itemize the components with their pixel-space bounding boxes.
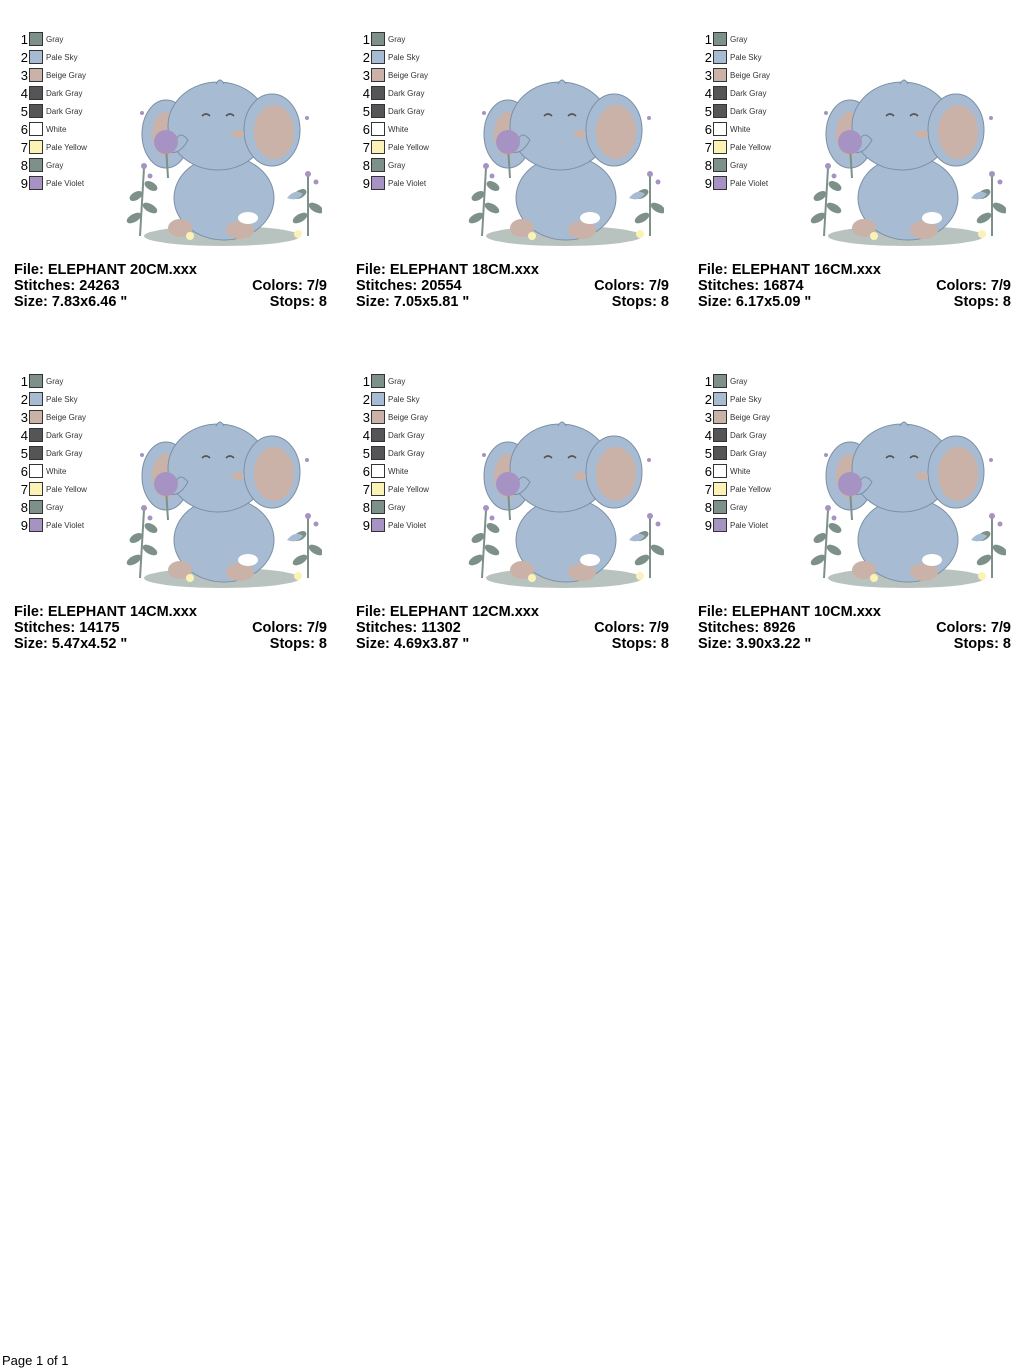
palette-color-name: Gray (730, 376, 748, 386)
color-palette (704, 30, 771, 192)
palette-entry (362, 102, 429, 120)
palette-color-name: Pale Violet (388, 520, 427, 530)
palette-entry (362, 174, 429, 192)
palette-swatch (29, 464, 43, 478)
palette-entry (20, 462, 87, 480)
stop-count: Stops: 8 (953, 294, 1011, 310)
palette-swatch (371, 50, 385, 64)
palette-number: 1 (362, 373, 370, 389)
palette-entry (20, 66, 87, 84)
palette-swatch (713, 410, 727, 424)
palette-entry (20, 120, 87, 138)
file-name: File: ELEPHANT 10CM.xxx (698, 604, 881, 620)
palette-color-name: Pale Sky (46, 394, 78, 404)
palette-swatch (371, 32, 385, 46)
right-plant (634, 176, 664, 236)
right-plant (976, 176, 1006, 236)
palette-entry (704, 84, 771, 102)
color-count: Colors: 7/9 (252, 278, 327, 294)
elephant-design-preview (122, 58, 322, 248)
right-plant (976, 518, 1006, 578)
palette-color-name: Dark Gray (388, 430, 425, 440)
palette-swatch (29, 140, 43, 154)
elephant-body (142, 80, 300, 240)
palette-number: 8 (20, 499, 28, 515)
palette-number: 5 (704, 103, 712, 119)
palette-number: 8 (704, 157, 712, 173)
right-plant (634, 518, 664, 578)
palette-number: 9 (20, 517, 28, 533)
palette-color-name: White (730, 466, 751, 476)
palette-swatch (371, 176, 385, 190)
palette-entry (20, 102, 87, 120)
palette-swatch (29, 410, 43, 424)
palette-swatch (713, 392, 727, 406)
palette-number: 2 (20, 391, 28, 407)
file-name: File: ELEPHANT 18CM.xxx (356, 262, 539, 278)
palette-swatch (371, 86, 385, 100)
palette-entry (704, 426, 771, 444)
palette-number: 3 (20, 409, 28, 425)
palette-number: 1 (704, 31, 712, 47)
color-palette (20, 372, 87, 534)
palette-color-name: Dark Gray (730, 106, 767, 116)
palette-color-name: Pale Violet (46, 178, 85, 188)
palette-swatch (713, 464, 727, 478)
palette-color-name: Pale Violet (730, 520, 769, 530)
design-info (14, 262, 327, 310)
left-plant (468, 510, 499, 578)
palette-number: 9 (362, 175, 370, 191)
palette-swatch (29, 518, 43, 532)
palette-color-name: Dark Gray (46, 88, 83, 98)
palette-number: 2 (362, 49, 370, 65)
palette-entry (20, 408, 87, 426)
palette-entry (20, 48, 87, 66)
palette-swatch (713, 446, 727, 460)
palette-color-name: Gray (46, 34, 64, 44)
palette-swatch (29, 500, 43, 514)
palette-swatch (371, 104, 385, 118)
palette-color-name: Gray (388, 502, 406, 512)
palette-color-name: Pale Violet (388, 178, 427, 188)
color-count: Colors: 7/9 (594, 620, 669, 636)
palette-swatch (29, 428, 43, 442)
palette-color-name: White (388, 466, 409, 476)
file-name: File: ELEPHANT 20CM.xxx (14, 262, 197, 278)
palette-color-name: Dark Gray (730, 88, 767, 98)
stitch-count: Stitches: 14175 (14, 620, 120, 636)
palette-entry (362, 390, 429, 408)
palette-number: 9 (20, 175, 28, 191)
palette-swatch (29, 374, 43, 388)
stitch-count: Stitches: 20554 (356, 278, 462, 294)
design-info (698, 262, 1011, 310)
stitch-count: Stitches: 11302 (356, 620, 461, 636)
palette-number: 3 (362, 67, 370, 83)
palette-number: 7 (362, 139, 370, 155)
palette-number: 1 (20, 373, 28, 389)
palette-color-name: Gray (730, 160, 748, 170)
palette-number: 5 (20, 103, 28, 119)
palette-swatch (371, 482, 385, 496)
elephant-design-preview (806, 400, 1006, 590)
design-size: Size: 7.83x6.46 " (14, 294, 128, 310)
palette-color-name: Dark Gray (46, 106, 83, 116)
stop-count: Stops: 8 (953, 636, 1011, 652)
palette-swatch (371, 140, 385, 154)
design-size: Size: 4.69x3.87 " (356, 636, 470, 652)
design-size: Size: 5.47x4.52 " (14, 636, 128, 652)
palette-swatch (713, 500, 727, 514)
palette-number: 7 (20, 481, 28, 497)
palette-number: 6 (362, 121, 370, 137)
palette-color-name: Pale Yellow (730, 484, 771, 494)
palette-number: 5 (362, 103, 370, 119)
elephant-body (484, 422, 642, 582)
palette-entry (362, 138, 429, 156)
palette-swatch (371, 410, 385, 424)
palette-number: 8 (704, 499, 712, 515)
palette-swatch (371, 374, 385, 388)
palette-number: 7 (20, 139, 28, 155)
palette-color-name: Dark Gray (388, 106, 425, 116)
color-palette (20, 30, 87, 192)
palette-swatch (371, 428, 385, 442)
palette-number: 1 (362, 31, 370, 47)
palette-entry (20, 480, 87, 498)
palette-number: 6 (362, 463, 370, 479)
color-palette (704, 372, 771, 534)
palette-color-name: Beige Gray (388, 70, 429, 80)
palette-swatch (29, 50, 43, 64)
palette-swatch (713, 140, 727, 154)
palette-color-name: White (46, 466, 67, 476)
palette-color-name: Gray (388, 34, 406, 44)
palette-number: 9 (704, 175, 712, 191)
palette-color-name: Beige Gray (730, 412, 771, 422)
palette-number: 4 (704, 85, 712, 101)
elephant-design-preview (122, 400, 322, 590)
palette-swatch (371, 464, 385, 478)
left-plant (810, 168, 841, 236)
palette-entry (362, 372, 429, 390)
palette-entry (362, 30, 429, 48)
palette-entry (20, 30, 87, 48)
palette-color-name: White (730, 124, 751, 134)
palette-entry (704, 30, 771, 48)
palette-swatch (29, 392, 43, 406)
page-number: Page 1 of 1 (2, 1353, 69, 1368)
design-card (698, 22, 1018, 312)
design-size: Size: 6.17x5.09 " (698, 294, 812, 310)
palette-entry (704, 516, 771, 534)
left-plant (468, 168, 499, 236)
palette-entry (704, 48, 771, 66)
palette-entry (20, 174, 87, 192)
palette-color-name: Beige Gray (46, 70, 87, 80)
file-name: File: ELEPHANT 14CM.xxx (14, 604, 197, 620)
design-card (698, 364, 1018, 654)
palette-entry (362, 480, 429, 498)
left-plant (810, 510, 841, 578)
palette-number: 7 (362, 481, 370, 497)
palette-number: 3 (362, 409, 370, 425)
file-name: File: ELEPHANT 12CM.xxx (356, 604, 539, 620)
palette-color-name: Pale Sky (730, 52, 762, 62)
palette-swatch (29, 122, 43, 136)
palette-color-name: Gray (730, 502, 748, 512)
palette-entry (704, 462, 771, 480)
design-size: Size: 3.90x3.22 " (698, 636, 812, 652)
palette-entry (362, 498, 429, 516)
palette-color-name: Pale Yellow (46, 484, 87, 494)
color-count: Colors: 7/9 (936, 620, 1011, 636)
palette-color-name: Beige Gray (388, 412, 429, 422)
palette-color-name: Dark Gray (388, 448, 425, 458)
palette-color-name: Gray (46, 502, 64, 512)
palette-entry (20, 516, 87, 534)
palette-swatch (713, 428, 727, 442)
palette-number: 1 (20, 31, 28, 47)
palette-entry (20, 138, 87, 156)
palette-color-name: Pale Yellow (388, 484, 429, 494)
palette-color-name: Pale Sky (46, 52, 78, 62)
stitch-count: Stitches: 24263 (14, 278, 120, 294)
palette-color-name: Pale Violet (46, 520, 85, 530)
palette-entry (704, 408, 771, 426)
color-count: Colors: 7/9 (594, 278, 669, 294)
palette-swatch (29, 446, 43, 460)
stop-count: Stops: 8 (269, 294, 327, 310)
palette-color-name: Gray (388, 160, 406, 170)
palette-number: 6 (20, 121, 28, 137)
palette-swatch (713, 518, 727, 532)
palette-color-name: Gray (730, 34, 748, 44)
file-name: File: ELEPHANT 16CM.xxx (698, 262, 881, 278)
palette-color-name: Pale Violet (730, 178, 769, 188)
palette-swatch (713, 104, 727, 118)
design-size: Size: 7.05x5.81 " (356, 294, 470, 310)
palette-swatch (371, 446, 385, 460)
stitch-count: Stitches: 8926 (698, 620, 796, 636)
palette-entry (362, 444, 429, 462)
stop-count: Stops: 8 (611, 636, 669, 652)
palette-entry (20, 498, 87, 516)
palette-swatch (713, 50, 727, 64)
palette-number: 2 (20, 49, 28, 65)
palette-number: 7 (704, 481, 712, 497)
design-info (356, 604, 669, 652)
elephant-design-preview (464, 400, 664, 590)
palette-swatch (29, 482, 43, 496)
elephant-design-preview (464, 58, 664, 248)
palette-entry (704, 480, 771, 498)
left-plant (126, 510, 157, 578)
palette-color-name: Gray (46, 160, 64, 170)
palette-number: 3 (20, 67, 28, 83)
palette-entry (704, 120, 771, 138)
palette-color-name: Gray (46, 376, 64, 386)
color-count: Colors: 7/9 (252, 620, 327, 636)
palette-swatch (371, 158, 385, 172)
palette-entry (704, 498, 771, 516)
palette-entry (362, 84, 429, 102)
palette-entry (20, 156, 87, 174)
palette-color-name: Dark Gray (730, 448, 767, 458)
palette-number: 6 (704, 463, 712, 479)
palette-swatch (713, 176, 727, 190)
elephant-body (826, 80, 984, 240)
palette-swatch (713, 32, 727, 46)
palette-color-name: Pale Yellow (388, 142, 429, 152)
palette-swatch (371, 500, 385, 514)
palette-number: 7 (704, 139, 712, 155)
elephant-design-preview (806, 58, 1006, 248)
palette-entry (362, 426, 429, 444)
palette-number: 4 (20, 85, 28, 101)
palette-number: 1 (704, 373, 712, 389)
palette-number: 8 (362, 157, 370, 173)
palette-swatch (713, 158, 727, 172)
palette-swatch (29, 104, 43, 118)
stop-count: Stops: 8 (611, 294, 669, 310)
palette-number: 9 (362, 517, 370, 533)
palette-swatch (371, 392, 385, 406)
palette-number: 3 (704, 409, 712, 425)
design-info (356, 262, 669, 310)
palette-color-name: Pale Sky (388, 394, 420, 404)
palette-number: 9 (704, 517, 712, 533)
palette-entry (20, 390, 87, 408)
palette-swatch (713, 122, 727, 136)
palette-color-name: Pale Yellow (730, 142, 771, 152)
palette-entry (362, 120, 429, 138)
palette-swatch (713, 68, 727, 82)
palette-swatch (713, 482, 727, 496)
palette-color-name: Pale Yellow (46, 142, 87, 152)
color-palette (362, 30, 429, 192)
palette-entry (362, 516, 429, 534)
palette-entry (704, 372, 771, 390)
palette-number: 2 (362, 391, 370, 407)
palette-color-name: Gray (388, 376, 406, 386)
palette-entry (704, 174, 771, 192)
design-info (698, 604, 1011, 652)
palette-number: 5 (704, 445, 712, 461)
palette-swatch (713, 374, 727, 388)
palette-entry (704, 66, 771, 84)
palette-color-name: Pale Sky (388, 52, 420, 62)
palette-entry (362, 48, 429, 66)
palette-color-name: Dark Gray (46, 430, 83, 440)
palette-number: 4 (362, 427, 370, 443)
design-card (14, 22, 334, 312)
palette-swatch (29, 158, 43, 172)
right-plant (292, 518, 322, 578)
palette-color-name: Dark Gray (730, 430, 767, 440)
design-info (14, 604, 327, 652)
palette-entry (362, 408, 429, 426)
palette-entry (362, 156, 429, 174)
palette-entry (20, 84, 87, 102)
palette-number: 8 (20, 157, 28, 173)
palette-entry (704, 390, 771, 408)
right-plant (292, 176, 322, 236)
palette-entry (362, 66, 429, 84)
palette-number: 6 (704, 121, 712, 137)
palette-entry (362, 462, 429, 480)
palette-swatch (29, 86, 43, 100)
palette-swatch (371, 518, 385, 532)
palette-swatch (29, 32, 43, 46)
left-plant (126, 168, 157, 236)
elephant-body (142, 422, 300, 582)
palette-number: 5 (362, 445, 370, 461)
palette-color-name: White (388, 124, 409, 134)
design-card (356, 22, 676, 312)
palette-number: 8 (362, 499, 370, 515)
stop-count: Stops: 8 (269, 636, 327, 652)
palette-number: 4 (20, 427, 28, 443)
palette-swatch (371, 122, 385, 136)
palette-swatch (713, 86, 727, 100)
palette-color-name: Dark Gray (46, 448, 83, 458)
palette-number: 3 (704, 67, 712, 83)
palette-color-name: Beige Gray (730, 70, 771, 80)
palette-entry (20, 372, 87, 390)
palette-number: 2 (704, 391, 712, 407)
color-count: Colors: 7/9 (936, 278, 1011, 294)
palette-number: 4 (704, 427, 712, 443)
palette-number: 5 (20, 445, 28, 461)
palette-entry (704, 444, 771, 462)
palette-number: 4 (362, 85, 370, 101)
palette-swatch (371, 68, 385, 82)
stitch-count: Stitches: 16874 (698, 278, 804, 294)
palette-swatch (29, 176, 43, 190)
palette-number: 2 (704, 49, 712, 65)
palette-entry (704, 102, 771, 120)
palette-entry (704, 156, 771, 174)
elephant-body (826, 422, 984, 582)
palette-color-name: Beige Gray (46, 412, 87, 422)
palette-entry (20, 444, 87, 462)
palette-color-name: Pale Sky (730, 394, 762, 404)
palette-entry (20, 426, 87, 444)
design-card (14, 364, 334, 654)
color-palette (362, 372, 429, 534)
palette-color-name: Dark Gray (388, 88, 425, 98)
design-card (356, 364, 676, 654)
elephant-body (484, 80, 642, 240)
palette-color-name: White (46, 124, 67, 134)
palette-number: 6 (20, 463, 28, 479)
palette-entry (704, 138, 771, 156)
palette-swatch (29, 68, 43, 82)
